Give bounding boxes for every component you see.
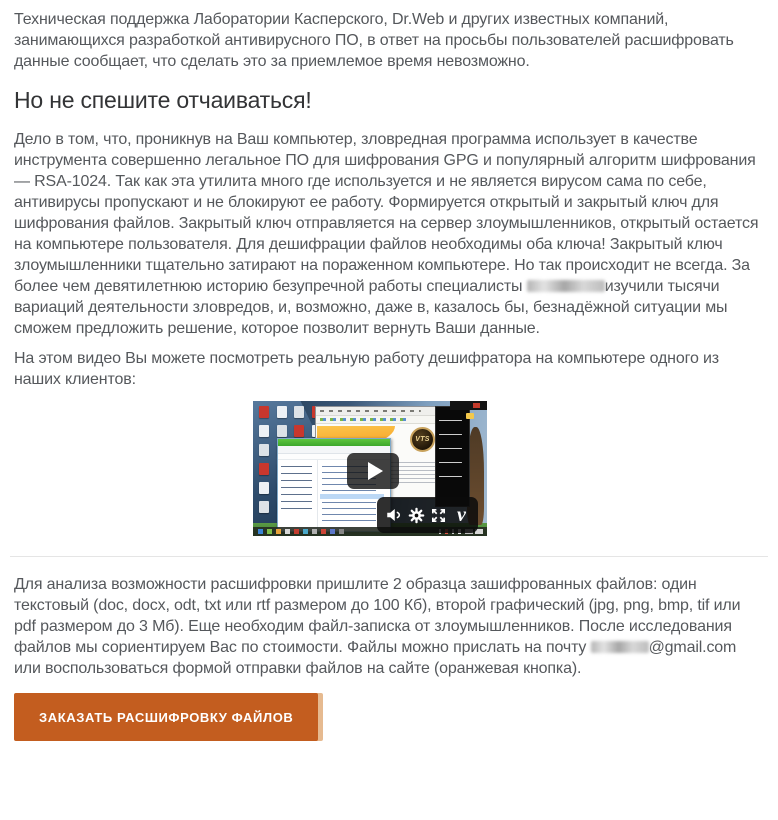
corner-title-bar — [450, 401, 487, 410]
video-player[interactable] — [253, 401, 487, 536]
analysis-text-before: Для анализа возможности расшифровки пришлите 2 образца зашифрованных файлов: один текстовый (doc, docx, odt, txt или rtf размером до 100 Кб), второй графический (jpg, png, bmp, tif или pdf размером до 3 Мб). Еще необходим файл-записка от злоумышленников. После исследования файлов мы сориентируем Вас по стоимости. Файлы можно прислать на почту — [14, 576, 741, 656]
vimeo-logo-button[interactable] — [451, 504, 471, 526]
vimeo-logo-icon: v — [457, 504, 466, 526]
play-button[interactable] — [347, 453, 399, 489]
desktop-file-icon — [294, 425, 304, 437]
vts-logo-text: VTS — [415, 436, 430, 443]
redacted-company-name — [527, 280, 605, 292]
folder-icon — [466, 413, 474, 419]
corner-red-badge — [473, 403, 480, 408]
desktop-file-icon — [259, 482, 269, 494]
explorer-title-bar — [278, 439, 390, 446]
explorer-nav-pane — [278, 460, 318, 531]
document-window-menubar — [316, 407, 442, 416]
console-text-lines — [439, 412, 466, 481]
desktop-file-icon — [259, 406, 269, 418]
video-controls-bar — [377, 497, 478, 533]
desktop-file-icon — [259, 463, 269, 475]
analysis-paragraph — [14, 574, 764, 679]
volume-button[interactable] — [384, 504, 404, 526]
order-decryption-button[interactable]: ЗАКАЗАТЬ РАСШИФРОВКУ ФАЙЛОВ — [14, 693, 318, 741]
desktop-file-icon — [277, 425, 287, 437]
vts-logo — [410, 427, 435, 452]
taskbar-app-icons — [258, 529, 376, 534]
page-heading: Но не спешите отчаиваться! — [14, 87, 312, 113]
gear-icon — [408, 507, 425, 524]
desktop-file-icon — [259, 444, 269, 456]
explanation-paragraph — [14, 129, 764, 339]
desktop-file-icon — [259, 501, 269, 513]
section-divider — [10, 556, 768, 557]
fullscreen-icon — [430, 507, 447, 524]
fullscreen-button[interactable] — [429, 504, 449, 526]
analysis-text-after: или воспользоваться формой отправки файлов на сайте (оранжевая кнопка). — [14, 660, 582, 677]
explorer-selected-row — [320, 494, 384, 499]
email-domain: @gmail.com — [648, 639, 737, 656]
explanation-text-before: Дело в том, что, проникнув на Ваш компьютер, зловредная программа использует в качестве инструмента совершенно легальное ПО для шифрования GPG и популярный алгоритм шифрования — RSA-1024. Так как эта утилита много где используется и не является вирусом сама по себе, антивирусы пропускают и не блокируют ее работу. Формируется открытый и закрытый ключ для шифрования файлов. Закрытый ключ отправляется на сервер злоумышленников, открытый остается на компьютере пользователя. Для дешифрации файлов необходимы оба ключа! Закрытый ключ злоумышленники тщательно затирают на пораженном компьютере. Но так происходит не всегда. За более чем девятилетнюю историю безупречной работы специалисты — [14, 131, 759, 295]
desktop-file-icon — [294, 406, 304, 418]
intro-paragraph: Техническая поддержка Лаборатории Касперского, Dr.Web и других известных компаний, занимающихся разработкой антивирусного ПО, в ответ на просьбы пользователей расшифровать данные сообщает, что сделать это за приемлемое время невозможно. — [14, 11, 734, 70]
desktop-file-icon — [259, 425, 269, 437]
redacted-email-local-part — [591, 641, 649, 653]
settings-button[interactable] — [406, 504, 426, 526]
video-lead-paragraph: На этом видео Вы можете посмотреть реальную работу дешифратора на компьютере одного из наших клиентов: — [14, 350, 719, 388]
video-embed — [253, 401, 764, 536]
play-icon — [368, 462, 383, 480]
volume-icon — [385, 506, 403, 524]
document-window-toolbar — [316, 416, 442, 424]
console-window — [435, 406, 470, 507]
explanation-text-after: изучили тысячи вариаций деятельности зловредов, и, возможно, даже в, казалось бы, безнадёжной ситуации мы сможем предложить решение, которое позволит вернуть Ваши данные. — [14, 278, 728, 337]
desktop-file-icon — [277, 406, 287, 418]
